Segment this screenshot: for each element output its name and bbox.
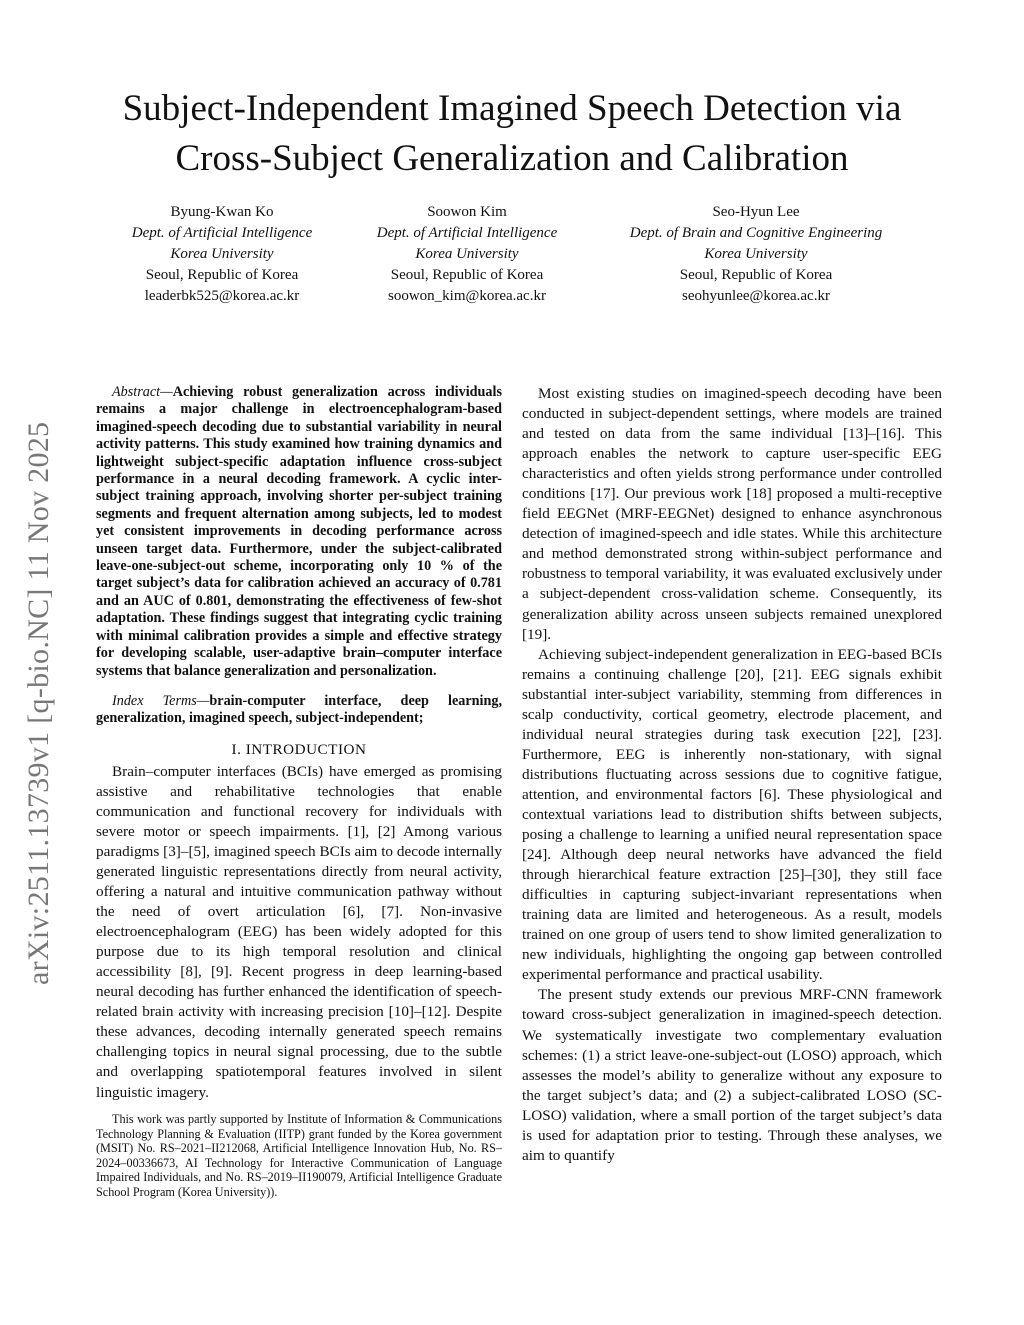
- author-block-3: [606, 202, 906, 307]
- intro-paragraph: Brain–computer interfaces (BCIs) have emerged as promising assistive and rehabilitative technologies that enable communication and functional recovery for individuals with severe motor or speech impairments. [1], [2] Among various paradigms [3]–[5], imagined speech BCIs aim to decode internally generated linguistic representations directly from neural activity, offering a natural and intuitive communication pathway without the need of overt articulation [6], [7]. Non-invasive electroencephalogram (EEG) has been widely adopted for this purpose due to its high temporal resolution and clinical accessibility [8], [9]. Recent progress in deep learning-based neural decoding has further enhanced the identification of speech-related brain activity with increasing precision [10]–[12]. Despite these advances, decoding internally generated speech remains challenging topics in neural signal processing, due to the subtle and overlapping spatiotemporal features involved in silent linguistic imagery.: [96, 762, 502, 1101]
- paper-title: [40, 84, 984, 184]
- author-city: Seoul, Republic of Korea: [390, 267, 544, 283]
- abstract-label: Abstract—: [112, 384, 173, 400]
- author-email: soowon_kim@korea.ac.kr: [388, 288, 546, 304]
- body-paragraph: Most existing studies on imagined-speech decoding have been conducted in subject-dependent settings, where models are trained and tested on data from the same individual [13]–[16]. This approach enables the network to capture user-specific EEG characteristics and often yields strong performance under controlled conditions [17]. Our previous work [18] proposed a multi-receptive field EEGNet (MRF-EEGNet) designed to enhance asynchronous detection of imagined-speech and idle states. While this architecture and method demonstrated strong within-subject performance and robustness to temporal variability, it was evaluated exclusively under a subject-dependent cross-validation scheme. Consequently, its generalization ability across unseen subjects remained unexplored [19].: [522, 385, 942, 643]
- author-name: Seo-Hyun Lee: [712, 204, 800, 220]
- arxiv-identifier: arXiv:2511.13739v1 [q-bio.NC] 11 Nov 2025: [22, 421, 55, 985]
- author-dept: Dept. of Brain and Cognitive Engineering: [629, 225, 883, 241]
- author-block-2: [317, 202, 617, 307]
- body-paragraph: The present study extends our previous MRF-CNN framework toward cross-subject generalization in imagined-speech detection. We systematically investigate two complementary evaluation schemes: (1) a strict leave-one-subject-out (LOSO) approach, which assesses the model’s ability to generalize without any exposure to the target subject’s data; and (2) a subject-calibrated LOSO (SC-LOSO) validation, where a small portion of the target subject’s data is used for adaptation prior to testing. Through these analyses, we aim to quantify: [522, 986, 942, 1164]
- author-univ: Korea University: [704, 246, 808, 262]
- author-name: Soowon Kim: [427, 204, 507, 220]
- author-univ: Korea University: [415, 246, 519, 262]
- index-terms: [96, 693, 502, 728]
- section-heading-introduction: I. INTRODUCTION: [231, 740, 367, 758]
- body-paragraph: Achieving subject-independent generalization in EEG-based BCIs remains a continuing challenge [20], [21]. EEG signals exhibit substantial inter-subject variability, stemming from differences in scalp conductivity, cortical geometry, electrode placement, and individual neural strategies during task execution [22], [23]. Furthermore, EEG is inherently non-stationary, with signal distributions fluctuating across sessions due to cognitive fatigue, attention, and environmental factors [6]. These physiological and contextual variations lead to distribution shifts between subjects, posing a challenge to learning a unified neural representation space [24]. Although deep neural networks have advanced the field through hierarchical feature extraction [25]–[30], they still face difficulties in capturing subject-invariant representations when training data are limited and heterogeneous. As a result, models trained on one group of users tend to show limited generalization to new individuals, highlighting the ongoing gap between controlled experimental performance and practical usability.: [522, 645, 942, 984]
- title-line-1: Subject-Independent Imagined Speech Detection via: [122, 88, 902, 129]
- author-univ: Korea University: [170, 246, 274, 262]
- author-city: Seoul, Republic of Korea: [145, 267, 299, 283]
- left-column: [96, 384, 502, 1103]
- index-terms-text: brain-computer interface, deep learning, generalization, imagined speech, subject-independent;: [96, 692, 503, 727]
- author-dept: Dept. of Artificial Intelligence: [376, 225, 558, 241]
- author-name: Byung-Kwan Ko: [170, 204, 274, 220]
- index-terms-label: Index Terms—: [112, 692, 210, 709]
- author-dept: Dept. of Artificial Intelligence: [131, 225, 313, 241]
- author-city: Seoul, Republic of Korea: [679, 267, 833, 283]
- abstract-text: Achieving robust generalization across individuals remains a major challenge in electroencephalogram-based imagined-speech decoding due to substantial variability in neural activity patterns. This study examined how training dynamics and lightweight subject-specific adaptation influence cross-subject performance in a neural decoding framework. A cyclic inter-subject training approach, involving shorter per-subject training segments and frequent alternation among subjects, led to modest yet consistent improvements in decoding performance across unseen target data. Furthermore, under the subject-calibrated leave-one-subject-out scheme, incorporating only 10 % of the target subject’s data for calibration achieved an accuracy of 0.781 and an AUC of 0.801, demonstrating the effectiveness of few-shot adaptation. These findings suggest that integrating cyclic training with minimal calibration provides a simple and effective strategy for developing scalable, user-adaptive brain–computer interface systems that balance generalization and personalization.: [96, 384, 502, 679]
- author-email: leaderbk525@korea.ac.kr: [144, 288, 300, 304]
- abstract: [96, 384, 502, 680]
- title-line-2: Cross-Subject Generalization and Calibration: [175, 138, 849, 179]
- author-email: seohyunlee@korea.ac.kr: [682, 288, 830, 304]
- right-column: [522, 384, 942, 1166]
- footnote: This work was partly supported by Institute of Information & Communications Technology Planning & Evaluation (IITP) grant funded by the Korea government (MSIT) No. RS–2021–II212068, Artificial Intelligence Innovation Hub, No. RS–2024–00336673, AI Technology for Interactive Communication of Language Impaired Individuals, and No. RS–2019–II190079, Artificial Intelligence Graduate School Program (Korea University)).: [96, 1112, 502, 1199]
